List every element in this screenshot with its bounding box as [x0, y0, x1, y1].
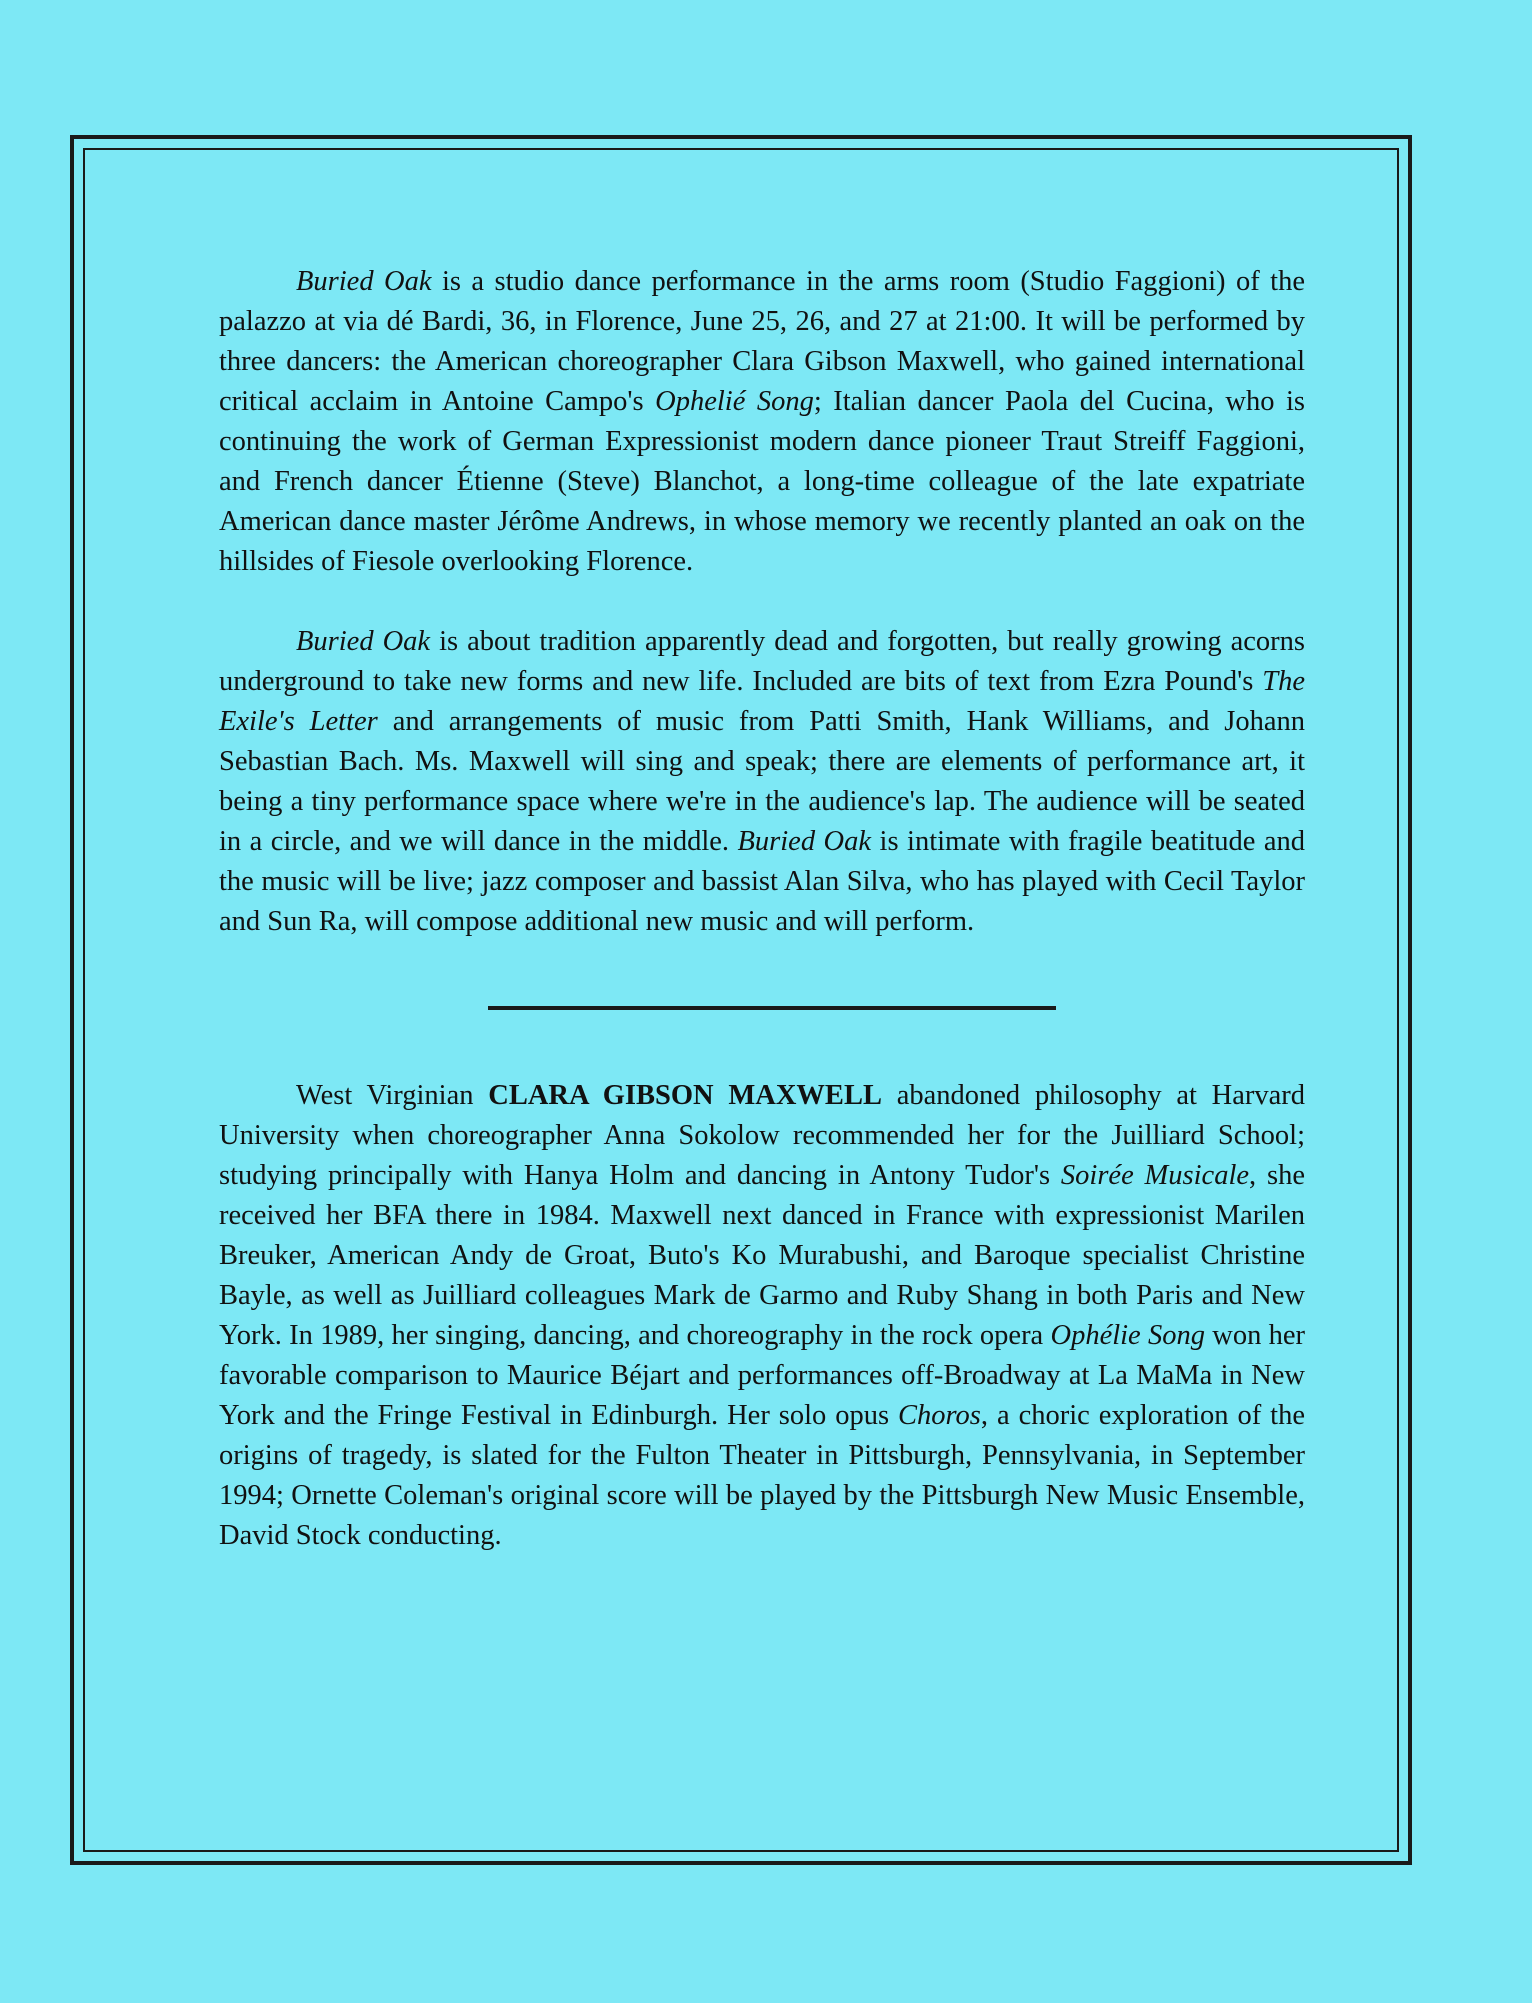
paragraph-text: is a studio dance performance in the arms room (Studio Faggioni) of the palazzo at via dé Bardi, 36, in Florence, June 25, 26, and 27 at 21:00. It will be performed by three dancers: the American choreographer Clara Gibson Maxwell, who gained international critical acclaim in Antoine Campo's	[219, 266, 1305, 417]
paragraph-text: won her favorable comparison to Maurice Béjart and performances off-Broadway at La MaMa in New York and the Fringe Festival in Edinburgh. Her solo opus	[219, 1320, 1305, 1431]
paragraph-text: , she received her BFA there in 1984. Maxwell next danced in France with expressionist Marilen Breuker, American Andy de Groat, Buto's Ko Murabushi, and Baroque specialist Christine Bayle, as well as Juilliard colleagues Mark de Garmo and Ruby Shang in both Paris and New York. In 1989, her singing, dancing, and choreography in the rock opera	[219, 1160, 1305, 1351]
paragraph-text: and arrangements of music from Patti Smith, Hank Williams, and Johann Sebastian Bach. Ms. Maxwell will sing and speak; there are elements of performance art, it being a tiny performance space where we're in the audience's lap. The audience will be seated in a circle, and we will dance in the middle.	[219, 706, 1305, 857]
work-title: Choros	[898, 1400, 981, 1431]
paragraph-text: , a choric exploration of the origins of tragedy, is slated for the Fulton Theater in Pittsburgh, Pennsylvania, in September 1994; Ornette Coleman's original score will be played by the Pittsburgh New Music Ensemble, David Stock conducting.	[219, 1400, 1305, 1551]
paragraph-text: is intimate with fragile beatitude and the music will be live; jazz composer and bassist Alan Silva, who has played with Cecil Taylor and Sun Ra, will compose additional new music and will perform.	[219, 826, 1305, 937]
performer-name: CLARA GIBSON MAXWELL	[488, 1080, 882, 1111]
paragraph-biography	[219, 1076, 1305, 1556]
paragraph-performance-theme	[219, 622, 1305, 942]
work-title: The Exile's Letter	[219, 666, 1305, 737]
paragraph-text: ; Italian dancer Paola del Cucina, who is continuing the work of German Expressionist modern dance pioneer Traut Streiff Faggioni, and French dancer Étienne (Steve) Blanchot, a long-time colleague of the late expatriate American dance master Jérôme Andrews, in whose memory we recently planted an oak on the hillsides of Fiesole overlooking Florence.	[219, 386, 1306, 577]
work-title: Ophelié Song	[655, 386, 814, 417]
work-title: Soirée Musicale	[1060, 1160, 1250, 1191]
document-body	[219, 262, 1305, 1556]
section-divider	[488, 1006, 1056, 1010]
work-title: Buried Oak	[296, 626, 431, 657]
work-title: Ophélie Song	[1050, 1320, 1205, 1351]
paragraph-text: West Virginian	[296, 1080, 489, 1111]
paragraph-performance-description	[219, 262, 1305, 582]
work-title: Buried Oak	[296, 266, 432, 297]
paragraph-text: abandoned philosophy at Harvard University when choreographer Anna Sokolow recommended her for the Juilliard School; studying principally with Hanya Holm and dancing in Antony Tudor's	[219, 1080, 1305, 1191]
paragraph-text: is about tradition apparently dead and forgotten, but really growing acorns underground to take new forms and new life. Included are bits of text from Ezra Pound's	[219, 626, 1305, 697]
work-title: Buried Oak	[737, 826, 872, 857]
